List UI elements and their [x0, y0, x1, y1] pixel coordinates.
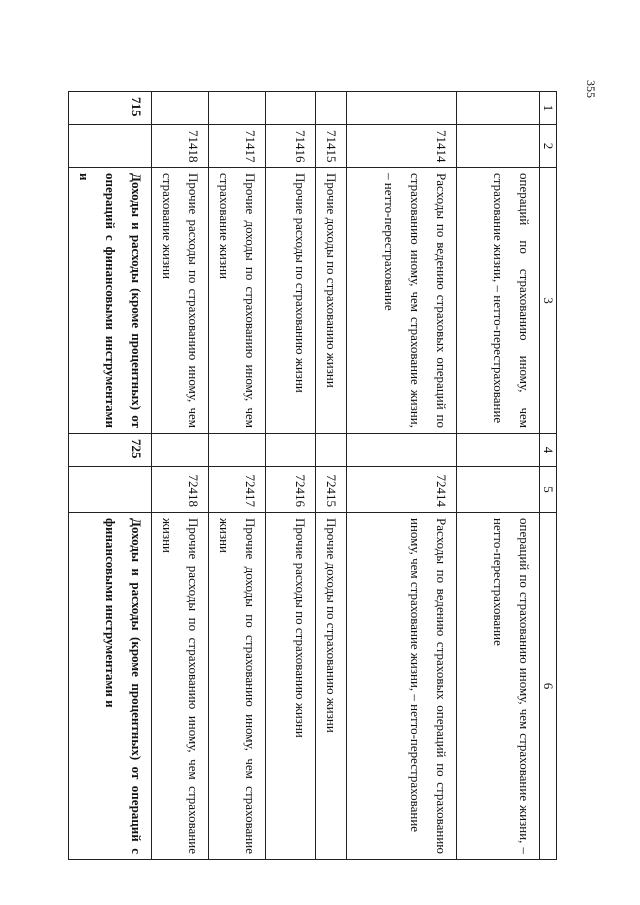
- account-name-cell: Прочие расходы по страхованию жизни: [266, 168, 316, 434]
- header-cell: 1: [540, 92, 557, 125]
- account-code-cell: 72418: [152, 467, 209, 513]
- section-name-cell: Доходы и расходы (кроме процентных) от операций с финансовыми инструментами и: [69, 168, 152, 434]
- table-row: [457, 92, 540, 860]
- section-code-cell: [316, 434, 347, 467]
- account-name-cell: Прочие доходы по страхованию иному, чем страхование жизни: [209, 168, 266, 434]
- page-number: 355: [584, 80, 598, 98]
- account-code-cell: 71415: [316, 125, 347, 168]
- section-code-cell: [316, 92, 347, 125]
- account-name-cell: Прочие доходы по страхованию иному, чем страхование жизни: [209, 513, 266, 860]
- account-code-cell: [457, 467, 540, 513]
- header-row: [540, 92, 557, 860]
- section-code-cell: [347, 434, 457, 467]
- account-code-cell: 72416: [266, 467, 316, 513]
- account-code-cell: 71417: [209, 125, 266, 168]
- account-name-cell: Прочие расходы по страхованию жизни: [266, 513, 316, 860]
- section-code-cell: 715: [69, 92, 152, 125]
- account-code-cell: 71418: [152, 125, 209, 168]
- account-code-cell: [457, 125, 540, 168]
- header-cell: 5: [540, 467, 557, 513]
- table-row: [209, 92, 266, 860]
- account-name-cell: Прочие доходы по страхованию жизни: [316, 513, 347, 860]
- account-code-cell: [69, 467, 152, 513]
- section-code-cell: [209, 434, 266, 467]
- table-row: [69, 92, 152, 860]
- accounts-table: [68, 91, 557, 860]
- account-name-cell: Прочие расходы по страхованию иному, чем страхование жизни: [152, 168, 209, 434]
- header-cell: 4: [540, 434, 557, 467]
- account-name-cell: Прочие доходы по страхованию жизни: [316, 168, 347, 434]
- section-code-cell: [457, 434, 540, 467]
- table-row: [152, 92, 209, 860]
- section-name-cell: Доходы и расходы (кроме процентных) от операций с финансовыми инструментами и: [69, 513, 152, 860]
- account-code-cell: 71416: [266, 125, 316, 168]
- account-code-cell: [69, 125, 152, 168]
- header-cell: 6: [540, 513, 557, 860]
- table-row: [347, 92, 457, 860]
- table-row: [266, 92, 316, 860]
- account-name-cell: Расходы по ведению страховых операций по страхованию иному, чем страхование жизни, – нетто-перестрахование: [347, 168, 457, 434]
- account-code-cell: 72417: [209, 467, 266, 513]
- account-name-cell: операций по страхованию иному, чем страхование жизни, – нетто-перестрахование: [457, 168, 540, 434]
- account-code-cell: 71414: [347, 125, 457, 168]
- account-code-cell: 72415: [316, 467, 347, 513]
- section-code-cell: [266, 92, 316, 125]
- header-cell: 2: [540, 125, 557, 168]
- section-code-cell: [152, 92, 209, 125]
- section-code-cell: [209, 92, 266, 125]
- account-name-cell: Расходы по ведению страховых операций по страхованию иному, чем страхование жизни, – нетто-перестрахование: [347, 513, 457, 860]
- section-code-cell: [152, 434, 209, 467]
- account-name-cell: операций по страхованию иному, чем страхование жизни, – нетто-перестрахование: [457, 513, 540, 860]
- section-code-cell: 725: [69, 434, 152, 467]
- header-cell: 3: [540, 168, 557, 434]
- rotated-table-container: [77, 91, 557, 859]
- account-name-cell: Прочие расходы по страхованию иному, чем страхование жизни: [152, 513, 209, 860]
- section-code-cell: [266, 434, 316, 467]
- section-code-cell: [457, 92, 540, 125]
- account-code-cell: 72414: [347, 467, 457, 513]
- table-row: [316, 92, 347, 860]
- section-code-cell: [347, 92, 457, 125]
